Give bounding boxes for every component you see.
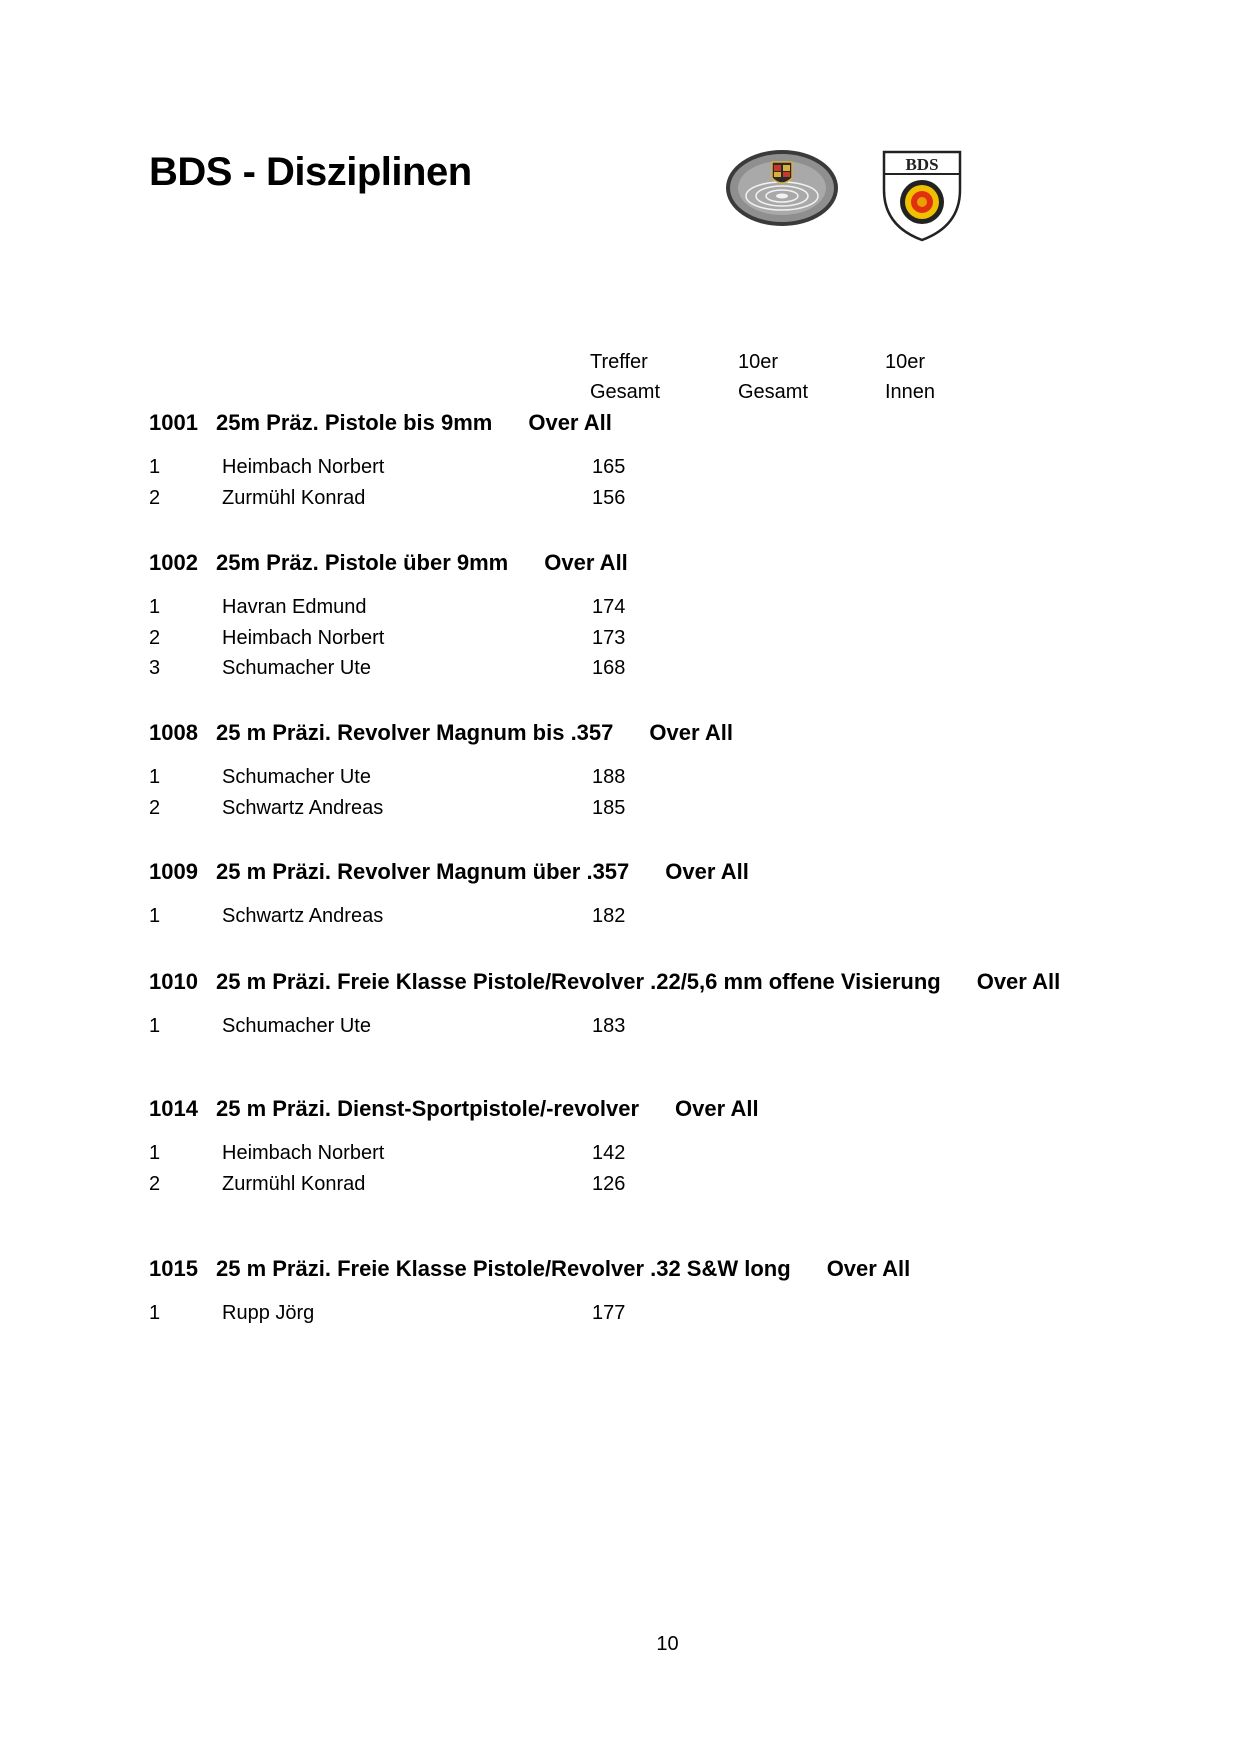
score: 156 [592,486,626,509]
score: 142 [592,1142,626,1164]
result-row [149,1015,1149,1046]
rank: 1 [149,596,161,618]
discipline-code: 1002 [149,550,198,575]
score: 174 [592,596,626,618]
shooter-name: Heimbach Norbert [222,1142,385,1164]
discipline-section-1010 [149,969,1149,1046]
result-row [149,657,1149,688]
overall-label: Over All [665,859,749,884]
discipline-section-1014 [149,1096,1149,1203]
column-header-10er-gesamt: 10er Gesamt [738,351,809,403]
score: 168 [592,657,626,679]
discipline-section-1015 [149,1256,1149,1333]
result-row [149,905,1149,936]
discipline-section-1008 [149,720,1149,827]
rank: 1 [149,1302,161,1324]
shooter-name: Schwartz Andreas [222,905,384,927]
shooter-name: Schumacher Ute [222,766,371,788]
result-row [149,797,1149,828]
score: 173 [592,626,626,649]
discipline-code: 1009 [149,859,198,884]
discipline-code: 1008 [149,720,198,745]
page-number: 10 [656,1633,679,1655]
overall-label: Over All [544,550,628,575]
score: 188 [592,766,626,788]
rank: 2 [149,796,161,819]
discipline-name: 25 m Präzi. Revolver Magnum bis .357 [216,720,614,745]
rank: 1 [149,766,161,788]
score: 182 [592,905,626,927]
rank: 2 [149,486,161,509]
discipline-code: 1001 [149,410,198,435]
result-row [149,596,1149,627]
column-header-10er-innen: 10er Innen [885,351,936,403]
rank: 1 [149,456,161,478]
shooter-name: Havran Edmund [222,596,367,618]
discipline-code: 1014 [149,1096,198,1121]
section-heading [149,859,1149,893]
page-title: BDS - Disziplinen [149,150,472,194]
score: 126 [592,1172,626,1195]
score: 185 [592,796,626,819]
shooter-name: Heimbach Norbert [222,456,385,478]
overall-label: Over All [976,969,1061,994]
shooter-name: Zurmühl Konrad [222,486,366,509]
shooter-name: Heimbach Norbert [222,626,385,649]
overall-label: Over All [649,720,733,745]
discipline-name: 25m Präz. Pistole bis 9mm [216,410,493,435]
shooter-name: Schumacher Ute [222,657,371,679]
discipline-name: 25 m Präzi. Freie Klasse Pistole/Revolver .32 S&W long [216,1256,791,1281]
result-row [149,1142,1149,1173]
discipline-name: 25m Präz. Pistole über 9mm [216,550,509,575]
result-row [149,627,1149,658]
section-heading [149,1096,1149,1130]
discipline-section-1009 [149,859,1149,936]
result-row [149,456,1149,487]
discipline-name: 25 m Präzi. Freie Klasse Pistole/Revolver .22/5,6 mm offene Visierung [216,969,941,994]
score: 183 [592,1015,626,1037]
shooter-name: Rupp Jörg [222,1302,315,1324]
result-row [149,1302,1149,1333]
discipline-name: 25 m Präzi. Revolver Magnum über .357 [216,859,630,884]
discipline-section-1002 [149,550,1149,688]
section-heading [149,969,1149,1003]
section-heading [149,550,1149,584]
rank: 1 [149,1015,161,1037]
overall-label: Over All [528,410,612,435]
shooter-name: Zurmühl Konrad [222,1172,366,1195]
shooter-name: Schumacher Ute [222,1015,371,1037]
bds-shield-icon [880,150,964,242]
rank: 1 [149,1142,161,1164]
rank: 2 [149,626,161,649]
overall-label: Over All [826,1256,911,1281]
shooter-name: Schwartz Andreas [222,796,384,819]
rank: 2 [149,1172,161,1195]
club-emblem-icon [724,148,840,228]
rank: 3 [149,657,161,679]
result-row [149,766,1149,797]
discipline-code: 1010 [149,969,198,994]
result-row [149,1173,1149,1204]
section-heading [149,1256,1149,1290]
bds-logo-text: BDS [905,155,939,174]
score: 165 [592,456,626,478]
overall-label: Over All [675,1096,759,1121]
rank: 1 [149,905,161,927]
discipline-section-1001 [149,410,1149,517]
score: 177 [592,1302,626,1324]
result-row [149,487,1149,518]
section-heading [149,410,1149,444]
column-header-treffer-gesamt: Treffer Gesamt [590,351,661,403]
section-heading [149,720,1149,754]
discipline-name: 25 m Präzi. Dienst-Sportpistole/-revolver [216,1096,640,1121]
discipline-code: 1015 [149,1256,198,1281]
